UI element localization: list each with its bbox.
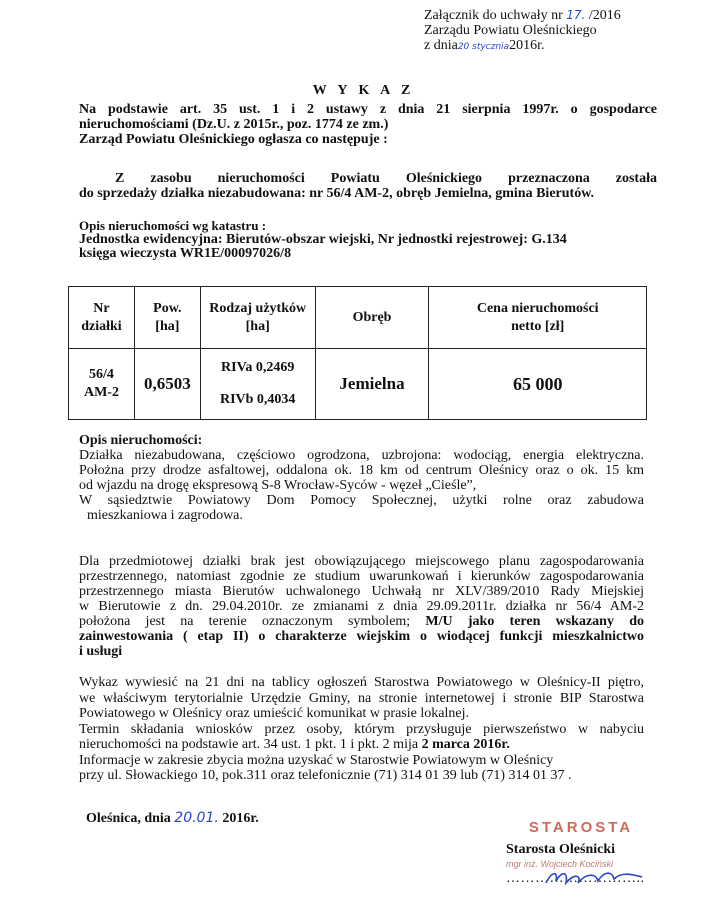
misc-line: przy ul. Słowackiego 10, pok.311 oraz telefonicznie (71) 314 01 39 lub (71) 314 01 37 . <box>79 768 572 783</box>
cadastre-description <box>79 219 657 261</box>
header-date-prefix: z dnia <box>424 38 458 53</box>
header-date-suffix: 2016r. <box>509 38 545 53</box>
handwritten-resolution-date: 20 stycznia <box>457 42 510 52</box>
header-line-2: Zarządu Powiatu Oleśnickiego <box>424 23 597 38</box>
handwritten-resolution-number: 17. <box>566 8 586 22</box>
stamp-signatory: mgr inż. Wojciech Kociński <box>506 859 614 869</box>
property-table <box>68 286 647 420</box>
declaration-line-2: do sprzedaży działka niezabudowana: nr 56/4 AM-2, obręb Jemielna, gmina Bierutów. <box>79 186 595 201</box>
signature-date: Oleśnica, dnia 20.01. 2016r. <box>86 810 259 826</box>
header-suffix: /2016 <box>588 8 621 23</box>
zoning-plan-info <box>79 554 644 659</box>
signature-line: ……………………….. <box>506 871 645 886</box>
misc-line: Wykaz wywiesić na 21 dni na tablicy ogłoszeń Starostwa Powiatowego w Oleśnicy-II piętro, <box>79 675 644 690</box>
handwritten-date: 20.01. <box>174 810 219 826</box>
land-register-number: księga wieczysta WR1E/00097026/8 <box>79 246 292 261</box>
plan-line: zainwestowania ( etap II) o charakterze wiejskim o wiodącej funkcji mieszkalnictwo <box>79 629 644 644</box>
description-heading: Opis nieruchomości: <box>79 433 203 448</box>
cell-precinct: Jemielna <box>315 349 429 420</box>
cadastre-heading: Opis nieruchomości wg katastru : <box>79 218 267 233</box>
header-prefix: Załącznik do uchwały nr <box>424 8 563 23</box>
document-title: W Y K A Z <box>312 83 415 98</box>
legal-basis-line-1: Na podstawie art. 35 ust. 1 i 2 ustawy z dnia 21 sierpnia 1997r. o gospodarce <box>79 102 657 117</box>
attachment-header <box>424 8 621 55</box>
stamp-title: STAROSTA <box>528 819 634 836</box>
legal-basis-line-3: Zarząd Powiatu Oleśnickiego ogłasza co następuje : <box>79 132 388 147</box>
cell-land-use: RIVa 0,2469 RIVb 0,4034 <box>200 349 315 420</box>
plan-line: Dla przedmiotowej działki brak jest obowiązującego miejscowego planu zagospodarowania <box>79 554 644 569</box>
plan-line: w Bierutowie z dn. 29.04.2010r. ze zmianami z dnia 29.09.2011r. działka nr 56/4 AM-2 <box>79 599 644 614</box>
plan-line: przestrzennego, natomiast zgodnie ze studium uwarunkowań i kierunków zagospodarowania <box>79 569 644 584</box>
cell-price: 65 000 <box>429 349 647 420</box>
sale-declaration <box>79 171 657 201</box>
description-line: W sąsiedztwie Powiatowy Dom Pomocy Społecznej, użytki rolne oraz zabudowa <box>79 493 644 508</box>
declaration-line-1: Z zasobu nieruchomości Powiatu Oleśnickiego przeznaczona została <box>115 171 657 186</box>
plan-line: położona jest na terenie oznaczonym symbolem; M/U jako teren wskazany do <box>79 614 644 629</box>
header-parcel-number: Nr działki <box>69 287 135 349</box>
stamp-name: Starosta Oleśnicki <box>506 842 616 857</box>
plan-line: przestrzennego miasta Bierutów uchwalonego Uchwałą nr XLV/389/2010 Rady Miejskiej <box>79 584 644 599</box>
description-line: od wjazdu na drogę ekspresową S-8 Wrocław-Syców - węzeł „Cieśle”, <box>79 478 477 493</box>
header-line-1 <box>424 8 621 23</box>
legal-basis-line-2: nieruchomościami (Dz.U. z 2015r., poz. 1774 ze zm.) <box>79 117 389 132</box>
misc-line: we właściwym terytorialnie Urzędzie Gminy, na stronie internetowej i stronie BIP Starostwa <box>79 690 644 706</box>
legal-basis <box>79 102 657 147</box>
cell-area: 0,6503 <box>134 349 200 420</box>
misc-line: Powiatowego w Oleśnicy oraz umieścić komunikat w prasie lokalnej. <box>79 706 469 721</box>
misc-line: nieruchomości na podstawie art. 34 ust. 1 pkt. 1 i pkt. 2 mija 2 marca 2016r. <box>79 737 510 752</box>
description-line: mieszkaniowa i zagrodowa. <box>87 508 243 523</box>
property-description <box>79 433 644 523</box>
header-precinct: Obręb <box>315 287 429 349</box>
official-stamp <box>506 819 656 887</box>
header-area: Pow. [ha] <box>134 287 200 349</box>
cell-parcel-number: 56/4 AM-2 <box>69 349 135 420</box>
plan-line: i usługi <box>79 644 123 659</box>
header-land-use: Rodzaj użytków [ha] <box>200 287 315 349</box>
header-price: Cena nieruchomości netto [zł] <box>429 287 647 349</box>
handwritten-signature <box>542 867 652 889</box>
header-line-3 <box>424 38 621 55</box>
publication-info <box>79 675 644 784</box>
misc-line: Termin składania wniosków przez osoby, którym przysługuje pierwszeństwo w nabyciu <box>79 721 644 737</box>
description-line: Położna przy drodze asfaltowej, oddalona ok. 18 km od centrum Oleśnicy oraz o ok. 15 km <box>79 463 644 478</box>
description-line: Działka niezabudowana, częściowo ogrodzona, uzbrojona: wodociąg, energia elektryczna. <box>79 448 644 463</box>
misc-line: Informacje w zakresie zbycia można uzyskać w Starostwie Powiatowym w Oleśnicy <box>79 752 554 768</box>
cadastre-unit: Jednostka ewidencyjna: Bierutów-obszar wiejski, Nr jednostki rejestrowej: G.134 <box>79 232 567 247</box>
table-row <box>69 349 647 420</box>
table-header-row <box>69 287 647 349</box>
